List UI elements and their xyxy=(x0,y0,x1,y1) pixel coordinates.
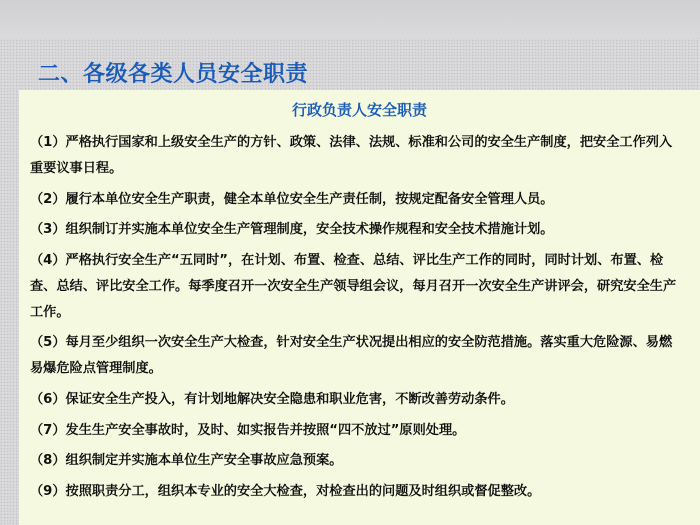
duty-item-9: （9）按照职责分工，组织本专业的安全大检查，对检查出的问题及时组织或督促整改。 xyxy=(30,483,541,499)
content-panel xyxy=(19,90,700,525)
top-bar xyxy=(0,0,700,38)
slide-title: 二、各级各类人员安全职责 xyxy=(38,62,309,87)
duty-item-6: （6）保证安全生产投入，有计划地解决安全隐患和职业危害，不断改善劳动条件。 xyxy=(30,391,514,407)
duty-item-3: （3）组织制订并实施本单位安全生产管理制度，安全技术操作规程和安全技术措施计划。 xyxy=(30,222,554,238)
duty-item-8: （8）组织制定并实施本单位生产安全事故应急预案。 xyxy=(30,453,343,469)
duty-item-1: （1）严格执行国家和上级安全生产的方针、政策、法律、法规、标准和公司的安全生产制度，把安全工作列入重要议事日程。 xyxy=(30,135,673,176)
duty-list xyxy=(30,130,685,509)
duty-item-2: （2）履行本单位安全生产职责，健全本单位安全生产责任制，按规定配备安全管理人员。 xyxy=(30,191,554,207)
duty-item-4: （4）严格执行安全生产“五同时”，在计划、布置、检查、总结、评比生产工作的同时，同时计划、布置、检查、总结、评比安全工作。每季度召开一次安全生产领导组会议，每月召开一次安全生产讲评会，研究安全生产工作。 xyxy=(30,252,677,320)
section-heading: 行政负责人安全职责 xyxy=(291,101,427,119)
duty-item-5: （5）每月至少组织一次安全生产大检查，针对安全生产状况提出相应的安全防范措施。落实重大危险源、易燃易爆危险点管理制度。 xyxy=(30,335,673,377)
duty-item-7: （7）发生生产安全事故时，及时、如实报告并按照“四不放过”原则处理。 xyxy=(30,422,466,438)
